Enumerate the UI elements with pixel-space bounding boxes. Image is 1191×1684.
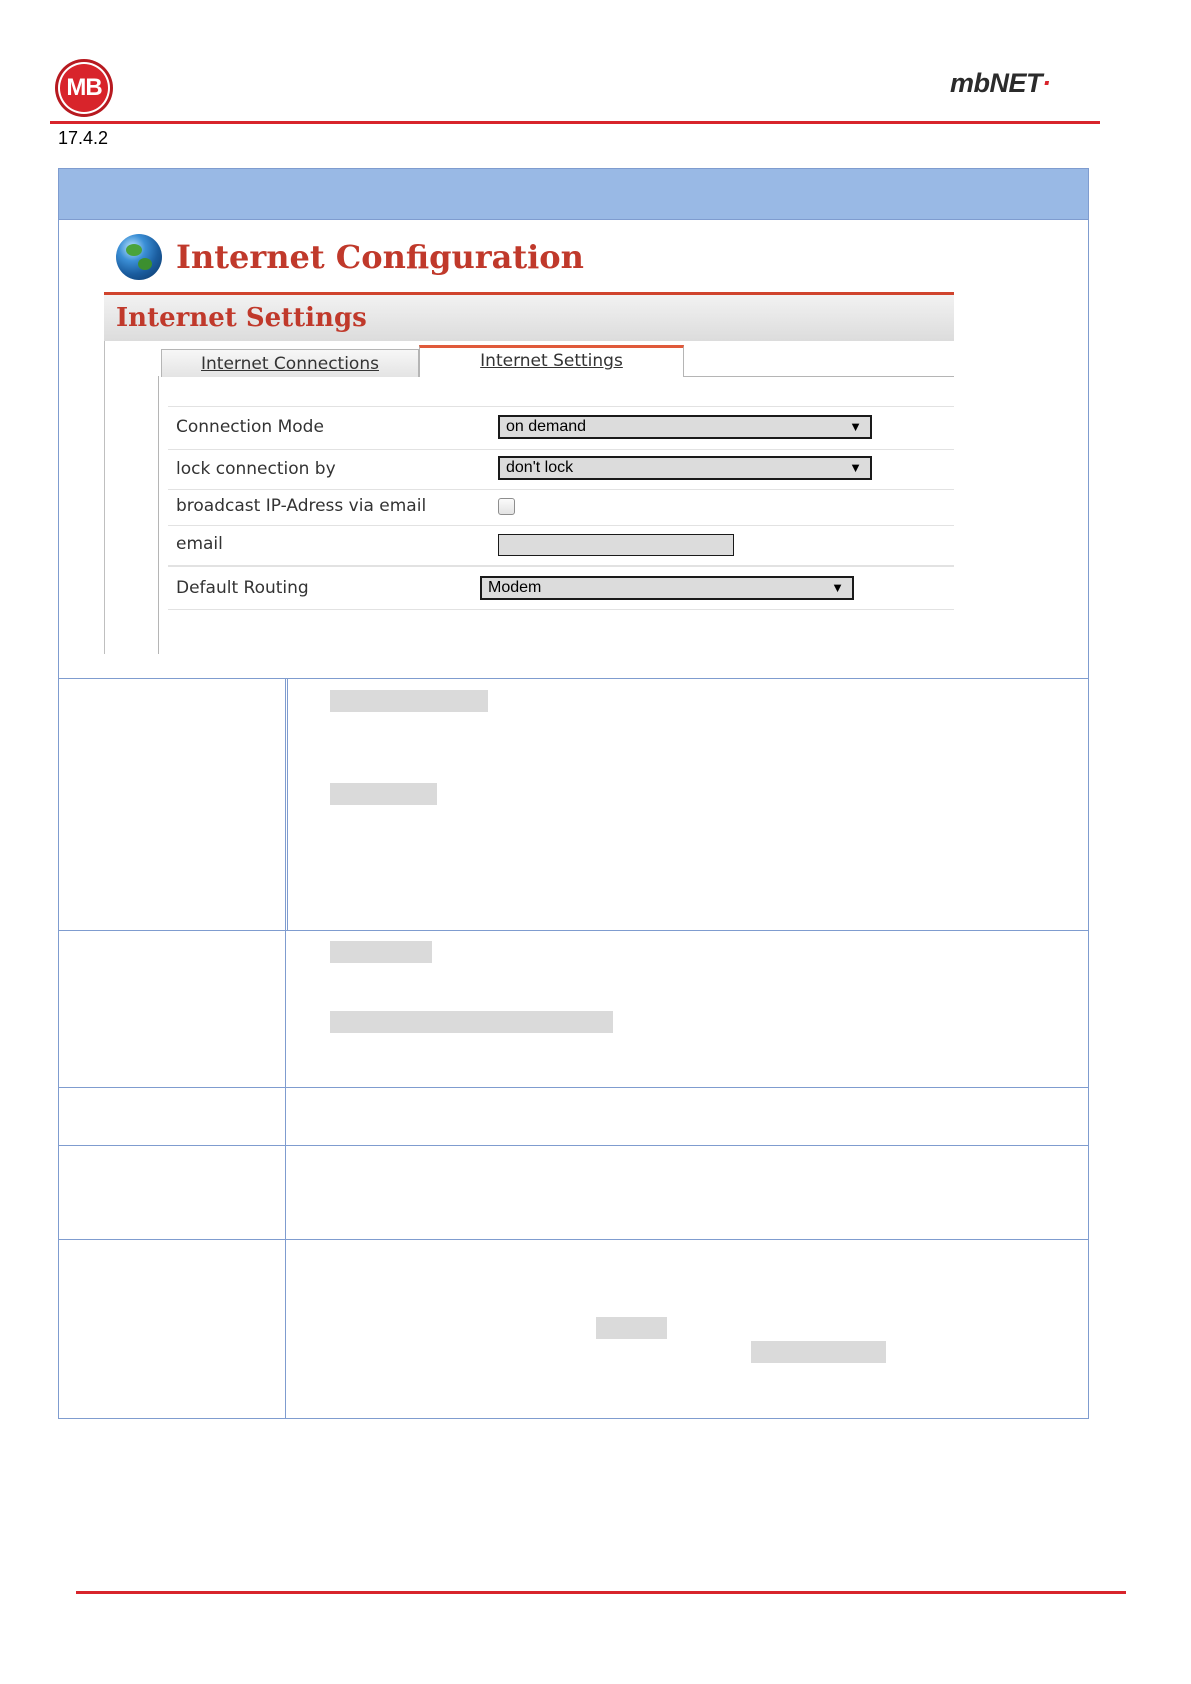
tabs-baseline: [684, 376, 954, 377]
tab-frame-edge: [158, 376, 159, 654]
settings-form: [168, 406, 954, 654]
redacted-text: [751, 1341, 886, 1363]
table-header-row: [59, 169, 1088, 220]
internet-configuration-screenshot: [104, 222, 954, 654]
default-routing-label: Default Routing: [176, 578, 309, 598]
redacted-text: [330, 1011, 613, 1033]
table-divider: [59, 930, 1088, 931]
default-routing-row: [168, 567, 954, 610]
header-rule: [50, 121, 1100, 124]
broadcast-row: [168, 489, 954, 526]
redacted-text: [330, 690, 488, 712]
email-row: [168, 525, 954, 566]
panel-edge: [104, 341, 105, 654]
tab-internet-connections[interactable]: Internet Connections: [161, 349, 419, 377]
default-routing-value: Modem: [488, 579, 542, 596]
lock-connection-row: [168, 449, 954, 490]
default-routing-select[interactable]: [480, 576, 854, 600]
email-field[interactable]: [498, 534, 734, 556]
dropdown-arrow-icon: ▼: [849, 419, 862, 434]
email-label: email: [176, 534, 223, 554]
mbnet-logo: mbNET·: [950, 68, 1051, 98]
globe-icon: [116, 234, 162, 280]
table-column-divider: [287, 679, 288, 930]
connection-mode-label: Connection Mode: [176, 417, 324, 437]
connection-mode-select[interactable]: [498, 415, 872, 439]
redacted-text: [596, 1317, 667, 1339]
table-column-divider: [285, 679, 286, 1419]
connection-mode-value: on demand: [506, 418, 587, 435]
table-divider: [59, 678, 1088, 679]
page-title: Internet Configuration: [176, 238, 584, 276]
connection-mode-row: [168, 407, 954, 450]
table-divider: [59, 1239, 1088, 1240]
dropdown-arrow-icon: ▼: [849, 460, 862, 475]
table-divider: [59, 1145, 1088, 1146]
redacted-text: [330, 783, 437, 805]
lock-connection-select[interactable]: [498, 456, 872, 480]
footer-rule: [76, 1591, 1126, 1594]
title-bar: [104, 222, 954, 292]
broadcast-label: broadcast IP-Adress via email: [176, 496, 427, 516]
tab-internet-settings[interactable]: Internet Settings: [419, 345, 684, 377]
mb-logo: MB: [58, 62, 110, 114]
redacted-text: [330, 941, 432, 963]
section-title: Internet Settings: [116, 303, 367, 333]
subtitle-bar: [104, 295, 954, 341]
lock-connection-value: don't lock: [506, 459, 574, 476]
broadcast-checkbox[interactable]: [498, 498, 515, 515]
section-number: 17.4.2: [58, 128, 109, 148]
table-divider: [59, 1087, 1088, 1088]
dropdown-arrow-icon: ▼: [831, 580, 844, 595]
lock-connection-label: lock connection by: [176, 459, 336, 479]
